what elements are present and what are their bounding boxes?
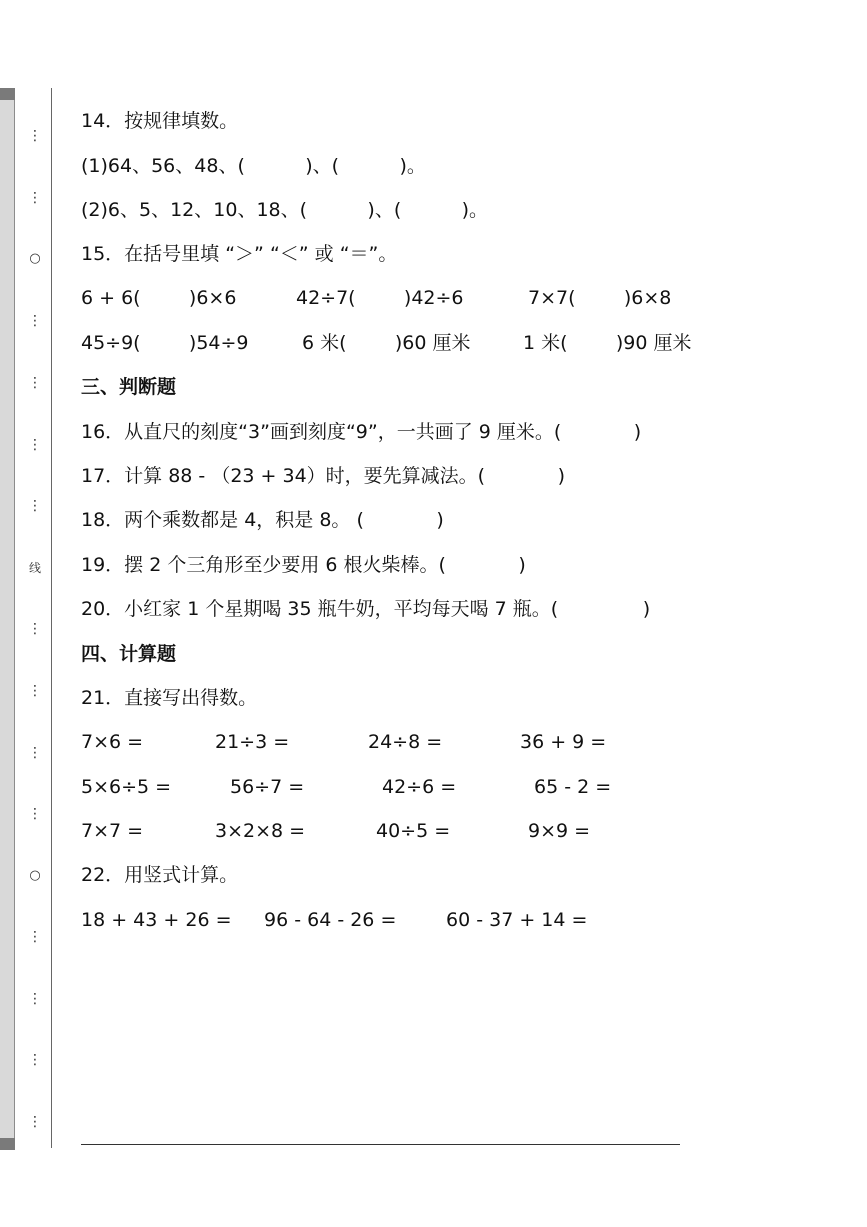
section-3-heading: 三、判断题 bbox=[81, 376, 177, 398]
margin-dots-mark: ⋮ bbox=[28, 1052, 42, 1068]
question-15-item: 6 + 6( )6×6 bbox=[81, 287, 237, 309]
margin-dots-mark: ⋮ bbox=[28, 683, 42, 699]
margin-dots-mark: ⋮ bbox=[28, 621, 42, 637]
question-21-title: 21．直接写出得数。 bbox=[81, 687, 258, 709]
question-16: 16．从直尺的刻度“3”画到刻度“9”，一共画了 9 厘米。( ) bbox=[81, 421, 642, 443]
question-15-item: 45÷9( )54÷9 bbox=[81, 332, 249, 354]
question-21-item: 40÷5 = bbox=[376, 820, 451, 842]
binding-strip-cap-bottom bbox=[0, 1138, 15, 1150]
binding-line bbox=[51, 88, 52, 1148]
question-15-item: 42÷7( )42÷6 bbox=[296, 287, 464, 309]
question-21-item: 56÷7 = bbox=[230, 776, 305, 798]
margin-circle-mark: ○ bbox=[29, 251, 41, 266]
margin-dots-mark: ⋮ bbox=[28, 806, 42, 822]
margin-dots-mark: ⋮ bbox=[28, 190, 42, 206]
question-21-item: 65 - 2 = bbox=[534, 776, 612, 798]
question-21-item: 5×6÷5 = bbox=[81, 776, 172, 798]
section-4-heading: 四、计算题 bbox=[81, 643, 177, 665]
question-22-item: 18 + 43 + 26 = bbox=[81, 909, 232, 931]
binding-strip-cap-top bbox=[0, 88, 15, 100]
question-15-title: 15．在括号里填 “＞” “＜” 或 “＝”。 bbox=[81, 243, 398, 265]
question-14-title: 14．按规律填数。 bbox=[81, 110, 239, 132]
question-21-item: 36 + 9 = bbox=[520, 731, 607, 753]
margin-dots-mark: ⋮ bbox=[28, 498, 42, 514]
question-21-item: 42÷6 = bbox=[382, 776, 457, 798]
question-19: 19．摆 2 个三角形至少要用 6 根火柴棒。( ) bbox=[81, 554, 526, 576]
question-22-title: 22．用竖式计算。 bbox=[81, 864, 239, 886]
margin-dots-mark: ⋮ bbox=[28, 313, 42, 329]
margin-dots-mark: ⋮ bbox=[28, 375, 42, 391]
question-17: 17．计算 88 - （23 + 34）时，要先算减法。( ) bbox=[81, 465, 565, 487]
margin-dots-mark: ⋮ bbox=[28, 991, 42, 1007]
margin-circle-mark: ○ bbox=[29, 868, 41, 883]
margin-line-char: 线 bbox=[28, 561, 41, 575]
question-14-part-2: (2)6、5、12、10、18、( )、( )。 bbox=[81, 199, 489, 221]
margin-dots-mark: ⋮ bbox=[28, 929, 42, 945]
question-21-item: 24÷8 = bbox=[368, 731, 443, 753]
question-22-item: 96 - 64 - 26 = bbox=[264, 909, 397, 931]
question-21-item: 7×6 = bbox=[81, 731, 144, 753]
question-20: 20．小红家 1 个星期喝 35 瓶牛奶，平均每天喝 7 瓶。( ) bbox=[81, 598, 651, 620]
question-22-item: 60 - 37 + 14 = bbox=[446, 909, 588, 931]
question-21-item: 7×7 = bbox=[81, 820, 144, 842]
footer-rule bbox=[81, 1144, 680, 1145]
margin-dots-mark: ⋮ bbox=[28, 1114, 42, 1130]
question-21-item: 21÷3 = bbox=[215, 731, 290, 753]
question-15-item: 1 米( )90 厘米 bbox=[523, 332, 692, 354]
question-21-item: 9×9 = bbox=[528, 820, 591, 842]
question-15-item: 6 米( )60 厘米 bbox=[302, 332, 471, 354]
margin-dots-mark: ⋮ bbox=[28, 437, 42, 453]
binding-strip bbox=[0, 88, 15, 1150]
margin-dots-mark: ⋮ bbox=[28, 128, 42, 144]
question-18: 18．两个乘数都是 4，积是 8。 ( ) bbox=[81, 509, 444, 531]
margin-dots-mark: ⋮ bbox=[28, 745, 42, 761]
question-15-item: 7×7( )6×8 bbox=[528, 287, 672, 309]
question-21-item: 3×2×8 = bbox=[215, 820, 306, 842]
question-14-part-1: (1)64、56、48、( )、( )。 bbox=[81, 155, 426, 177]
